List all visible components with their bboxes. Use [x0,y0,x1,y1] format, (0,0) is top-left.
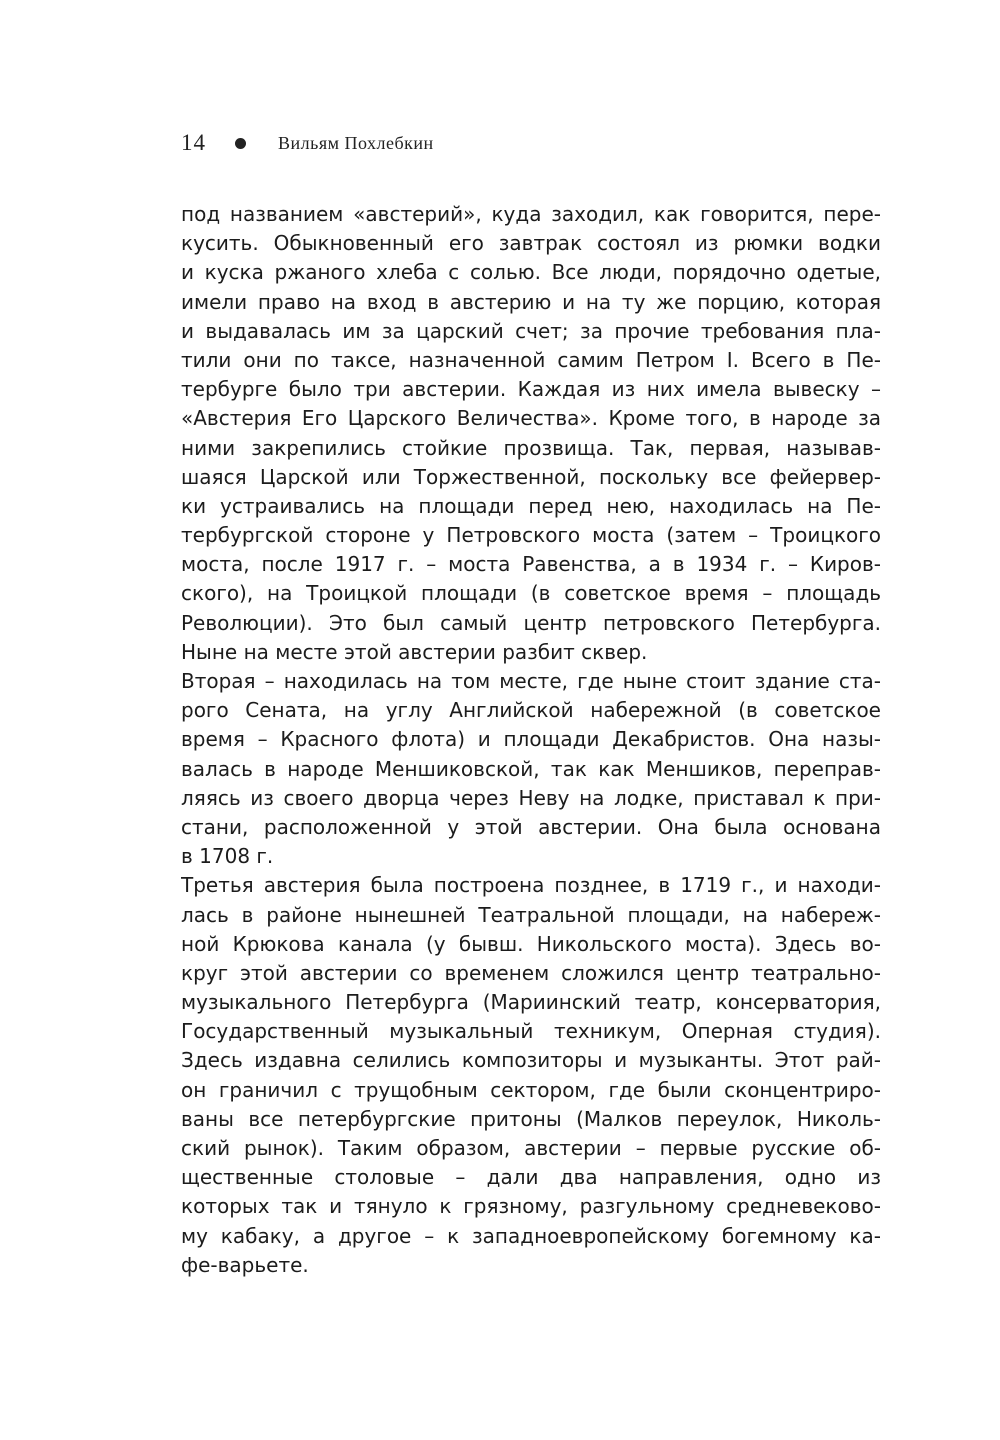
text-line: тили они по таксе, назначенной самим Петром I. Всего в Пе- [181,347,881,372]
text-line: ваны все петербургские притоны (Малков переулок, Николь- [181,1106,881,1131]
text-line: моста, после 1917 г. – моста Равенства, а в 1934 г. – Киров- [181,552,881,577]
text-line: щественные столовые – дали два направления, одно из [181,1165,881,1190]
running-head [181,128,434,158]
text-line: му кабаку, а другое – к западноевропейскому богемному ка- [181,1223,881,1248]
text-line: он граничил с трущобным сектором, где были сконцентриро- [181,1077,881,1102]
body-text [181,200,881,1280]
text-line: музыкального Петербурга (Мариинский театр, консерватория, [181,990,881,1015]
author-name: Вильям Похлебкин [278,132,434,153]
text-line: ляясь из своего дворца через Неву на лодке, приставал к при- [181,785,881,810]
text-line: которых так и тянуло к грязному, разгульному средневеково- [181,1194,881,1219]
text-line: Третья австерия была построена позднее, в 1719 г., и находи- [181,873,881,898]
text-line: «Австерия Его Царского Величества». Кроме того, в народе за [181,406,881,431]
text-line: Здесь издавна селились композиторы и музыканты. Этот рай- [181,1048,881,1073]
text-line: фе-варьете. [181,1252,309,1277]
text-line: ки устраивались на площади перед нею, находилась на Пе- [181,493,881,518]
text-line: шаяся Царской или Торжественной, поскольку все фейервер- [181,464,881,489]
text-line: имели право на вход в австерию и на ту же порцию, которая [181,289,881,314]
text-line: круг этой австерии со временем сложился центр театрально- [181,960,881,985]
text-line: Государственный музыкальный техникум, Оперная студия). [181,1019,881,1044]
bullet-icon [235,138,246,149]
text-line: рого Сената, на углу Английской набережной (в советское [181,698,881,723]
text-line: валась в народе Меншиковской, так как Меншиков, переправ- [181,756,881,781]
text-line: ними закрепились стойкие прозвища. Так, первая, называв- [181,435,881,460]
text-line: кусить. Обыкновенный его завтрак состоял из рюмки водки [181,231,881,256]
text-line: стани, расположенной у этой австерии. Она была основана [181,814,881,839]
page-number: 14 [181,130,206,155]
text-line: Ныне на месте этой австерии разбит сквер. [181,639,648,664]
text-line: тербурге было три австерии. Каждая из них имела вывеску – [181,377,881,402]
text-line: лась в районе нынешней Театральной площади, на набереж- [181,902,881,927]
text-line: тербургской стороне у Петровского моста (затем – Троицкого [181,523,881,548]
text-line: Революции). Это был самый центр петровского Петербурга. [181,610,881,635]
text-line: ной Крюкова канала (у бывш. Никольского моста). Здесь во- [181,931,881,956]
text-line: Вторая – находилась на том месте, где ныне стоит здание ста- [181,669,881,693]
text-line: время – Красного флота) и площади Декабристов. Она назы- [181,727,881,752]
text-line: в 1708 г. [181,844,274,869]
text-line: под названием «австерий», куда заходил, как говорится, пере- [181,202,881,226]
text-line: и куска ржаного хлеба с солью. Все люди, порядочно одетые, [181,260,881,285]
text-line: и выдавалась им за царский счет; за прочие требования пла- [181,318,881,343]
text-line: ского), на Троицкой площади (в советское время – площадь [181,581,881,606]
text-line: ский рынок). Таким образом, австерии – первые русские об- [181,1136,881,1160]
